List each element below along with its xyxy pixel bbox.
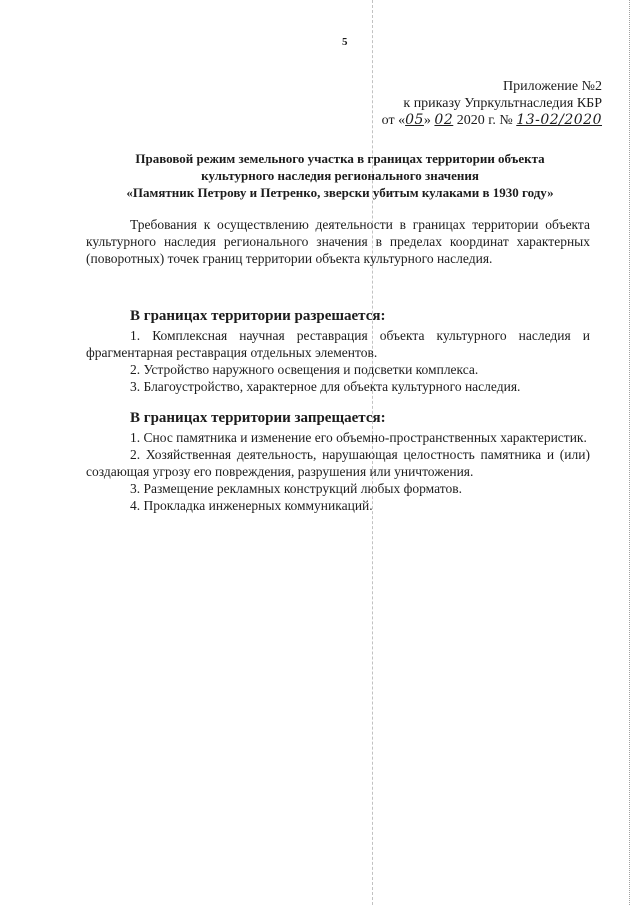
prohibited-item-3: 3. Размещение рекламных конструкций любых форматов. — [130, 481, 462, 496]
allowed-list — [86, 327, 590, 395]
intro-paragraph: Требования к осуществлению деятельности в границах территории объекта культурного наследия регионального значения в пределах координат характерных (поворотных) точек границ территории объекта культурного наследия. — [86, 217, 590, 266]
annex-order-ref: к приказу Упркультнаследия КБР — [403, 96, 602, 111]
annex-date-line — [282, 112, 602, 129]
allowed-item-3: 3. Благоустройство, характерное для объекта культурного наследия. — [130, 379, 521, 394]
prohibited-list — [86, 429, 590, 514]
allowed-heading: В границах территории разрешается: — [130, 308, 386, 324]
scan-edge-line — [629, 0, 630, 905]
date-prefix: от « — [381, 113, 406, 128]
allowed-item-2: 2. Устройство наружного освещения и подсветки комплекса. — [130, 362, 479, 377]
title-line-2: культурного наследия регионального значения — [201, 168, 479, 183]
title-line-3: «Памятник Петрову и Петренко, зверски убитым кулаками в 1930 году» — [126, 185, 554, 200]
date-mid: » — [423, 113, 431, 128]
prohibited-heading: В границах территории запрещается: — [130, 410, 386, 426]
annex-header — [282, 78, 602, 129]
date-year: 2020 г. № — [456, 113, 513, 128]
order-number: 13-02/2020 — [516, 112, 602, 128]
date-month: 02 — [434, 112, 454, 128]
prohibited-item-1: 1. Снос памятника и изменение его объемно-пространственных характеристик. — [130, 430, 587, 445]
annex-title: Приложение №2 — [503, 79, 602, 94]
prohibited-item-2: 2. Хозяйственная деятельность, нарушающая целостность памятника и (или) создающая угрозу его повреждения, разрушения или уничтожения. — [86, 447, 590, 479]
document-title — [86, 150, 594, 201]
page-number: 5 — [342, 36, 348, 48]
prohibited-item-4: 4. Прокладка инженерных коммуникаций. — [130, 498, 373, 513]
date-day: 05 — [405, 112, 424, 128]
title-line-1: Правовой режим земельного участка в границах территории объекта — [135, 151, 545, 166]
allowed-item-1: 1. Комплексная научная реставрация объекта культурного наследия и фрагментарная реставрация отдельных элементов. — [86, 328, 590, 360]
